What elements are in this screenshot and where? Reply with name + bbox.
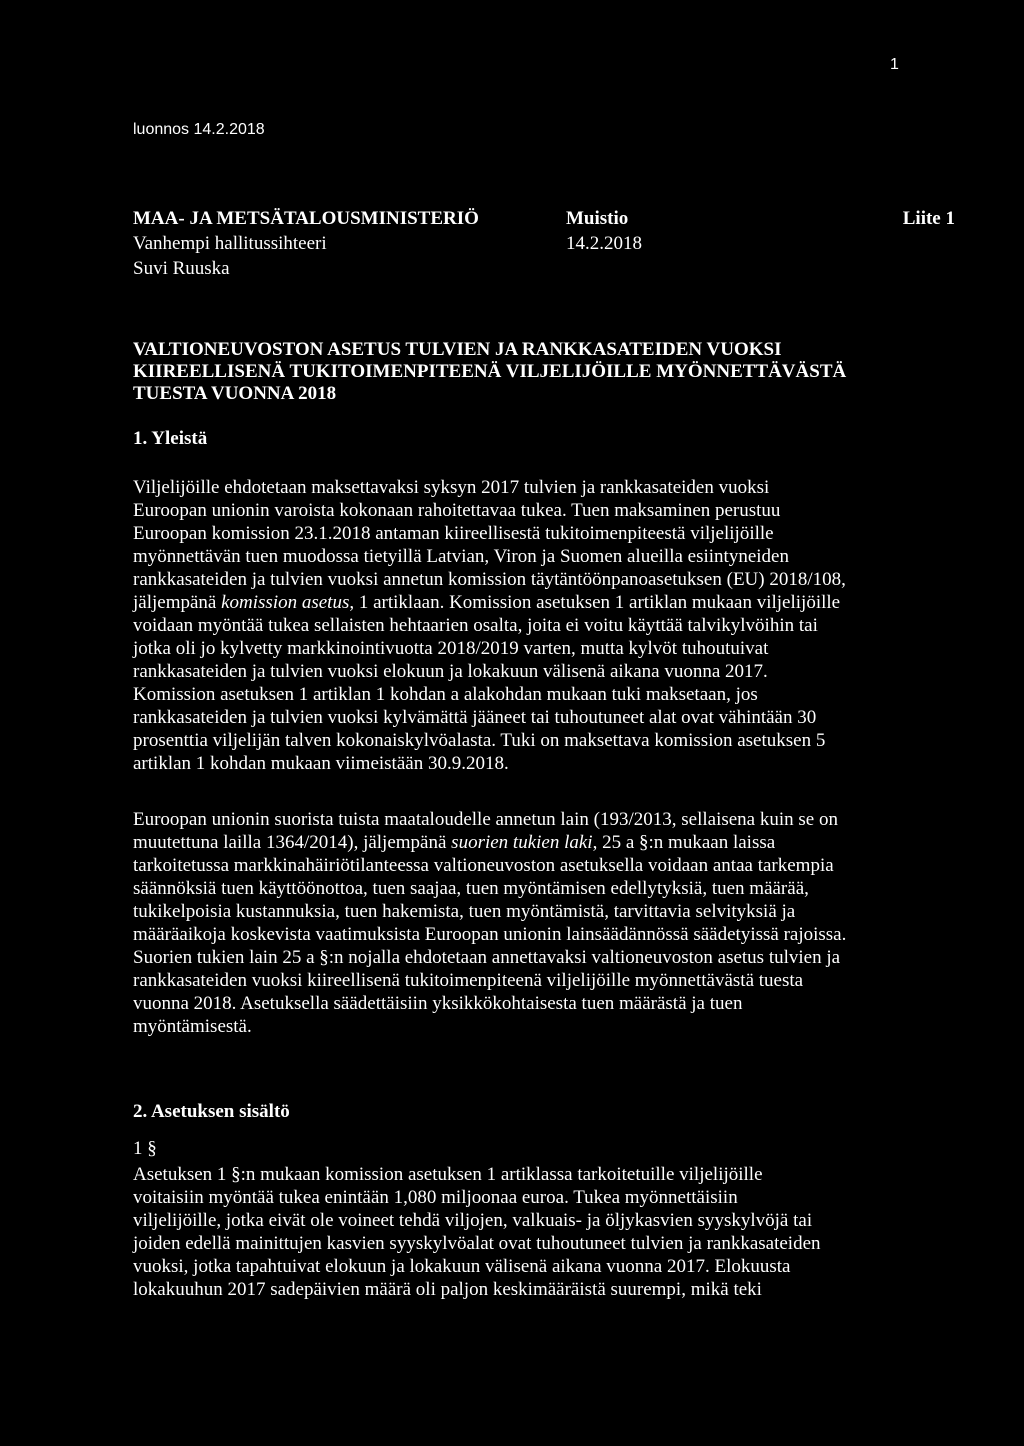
author-name: Suvi Ruuska (133, 258, 230, 279)
text-line: tarkoitetussa markkinahäiriötilanteessa valtioneuvoston asetuksella voidaan antaa tarkempia (133, 855, 834, 876)
text-span: , 1 artiklaan. Komission asetuksen 1 artiklan mukaan viljelijöille (349, 592, 841, 613)
text-line: myöntämisestä. (133, 1016, 252, 1037)
text-line: säännöksiä tuen käyttöönottoa, tuen saajaa, tuen myöntämisen edellytyksiä, tuen määrää, (133, 878, 809, 899)
title-line: KIIREELLISENÄ TUKITOIMENPITEENÄ VILJELIJÖILLE MYÖNNETTÄVÄSTÄ (133, 361, 847, 382)
section-2-subsection-label: 1 § (133, 1138, 157, 1159)
text-span: jäljempänä (133, 592, 222, 613)
text-line: vuoksi, jotka tapahtuivat elokuun ja lokakuun välisenä aikana vuonna 2017. Elokuusta (133, 1256, 791, 1277)
text-line: voidaan myöntää tukea sellaisten hehtaarien osalta, joita ei voitu käyttää talvikylvöihin tai (133, 615, 818, 636)
section-2-heading: 2. Asetuksen sisältö (133, 1101, 290, 1122)
section-2-paragraph (133, 1163, 913, 1301)
defined-term: suorien tukien laki (451, 832, 593, 853)
title-line: VALTIONEUVOSTON ASETUS TULVIEN JA RANKKASATEIDEN VUOKSI (133, 339, 782, 360)
attachment-label: Liite 1 (902, 208, 955, 229)
document-type: Muistio (566, 208, 629, 229)
text-line: myönnettävän tuen muodossa tietyillä Latvian, Viron ja Suomen alueilla esiintyneiden (133, 546, 789, 567)
section-1-paragraph-1 (133, 476, 913, 775)
defined-term: komission asetus (221, 592, 350, 613)
text-line: vuonna 2018. Asetuksella säädettäisiin yksikkökohtaisesta tuen määrästä ja tuen (133, 993, 743, 1014)
text-line: Euroopan unionin varoista kokonaan rahoitettavaa tukea. Tuen maksaminen perustuu (133, 500, 781, 521)
text-line: tukikelpoisia kustannuksia, tuen hakemista, tuen myöntämistä, tarvittavia selvityksiä ja (133, 901, 796, 922)
text-line: Euroopan komission 23.1.2018 antaman kiireellisestä tukitoimenpiteestä viljelijöille (133, 523, 774, 544)
text-line: määräaikoja koskevista vaatimuksista Euroopan unionin lainsäädännössä säädetyissä rajoissa. (133, 924, 847, 945)
text-line (133, 831, 913, 854)
title-line: TUESTA VUONNA 2018 (133, 383, 337, 404)
text-span: muutettuna lailla 1364/2014), jäljempänä (133, 832, 452, 853)
text-line: rankkasateiden vuoksi kiireellisenä tukitoimenpiteenä viljelijöille myönnettävästä tuesta (133, 970, 804, 991)
text-line: rankkasateiden ja tulvien vuoksi elokuun ja lokakuun välisenä aikana vuonna 2017. (133, 661, 768, 682)
page-number: 1 (890, 56, 899, 73)
text-line: lokakuuhun 2017 sadepäivien määrä oli paljon keskimääräistä suurempi, mikä teki (133, 1279, 762, 1300)
text-line (133, 591, 913, 614)
text-line: rankkasateiden ja tulvien vuoksi annetun komission täytäntöönpanoasetuksen (EU) 2018/108, (133, 569, 846, 590)
section-1-paragraph-2 (133, 808, 913, 1038)
text-line: viljelijöille, jotka eivät ole voineet tehdä viljojen, valkuais- ja öljykasvien syyskylvöjä tai (133, 1210, 813, 1231)
text-line: Euroopan unionin suorista tuista maataloudelle annetun lain (193/2013, sellaisena kuin se on (133, 809, 838, 830)
text-line: jotka oli jo kylvetty markkinointivuotta 2018/2019 varten, mutta kylvöt tuhoutuivat (133, 638, 769, 659)
text-line: Suorien tukien lain 25 a §:n nojalla ehdotetaan annettavaksi valtioneuvoston asetus tulvien ja (133, 947, 841, 968)
document-title (133, 339, 933, 405)
text-line: voitaisiin myöntää tukea enintään 1,080 miljoonaa euroa. Tukea myönnettäisiin (133, 1187, 738, 1208)
draft-label: luonnos 14.2.2018 (133, 121, 265, 138)
text-line: Viljelijöille ehdotetaan maksettavaksi syksyn 2017 tulvien ja rankkasateiden vuoksi (133, 477, 770, 498)
text-span: , 25 a §:n mukaan laissa (592, 832, 776, 853)
text-line: prosenttia viljelijän talven kokonaiskylvöalasta. Tuki on maksettava komission asetuksen 5 (133, 730, 826, 751)
text-line: joiden edellä mainittujen kasvien syyskylvöalat ovat tuhoutuneet tulvien ja rankkasateiden (133, 1233, 821, 1254)
memo-header (133, 208, 955, 283)
text-line: Asetuksen 1 §:n mukaan komission asetuksen 1 artiklassa tarkoitetuille viljelijöille (133, 1164, 763, 1185)
text-line: Komission asetuksen 1 artiklan 1 kohdan a alakohdan mukaan tuki maksetaan, jos (133, 684, 758, 705)
section-1-heading: 1. Yleistä (133, 428, 208, 449)
document-date: 14.2.2018 (566, 233, 642, 254)
author-role: Vanhempi hallitussihteeri (133, 233, 327, 254)
ministry-name: MAA- JA METSÄTALOUSMINISTERIÖ (133, 208, 479, 229)
text-line: artiklan 1 kohdan mukaan viimeistään 30.9.2018. (133, 753, 509, 774)
text-line: rankkasateiden ja tulvien vuoksi kylvämättä jääneet tai tuhoutuneet alat ovat vähintään 30 (133, 707, 817, 728)
